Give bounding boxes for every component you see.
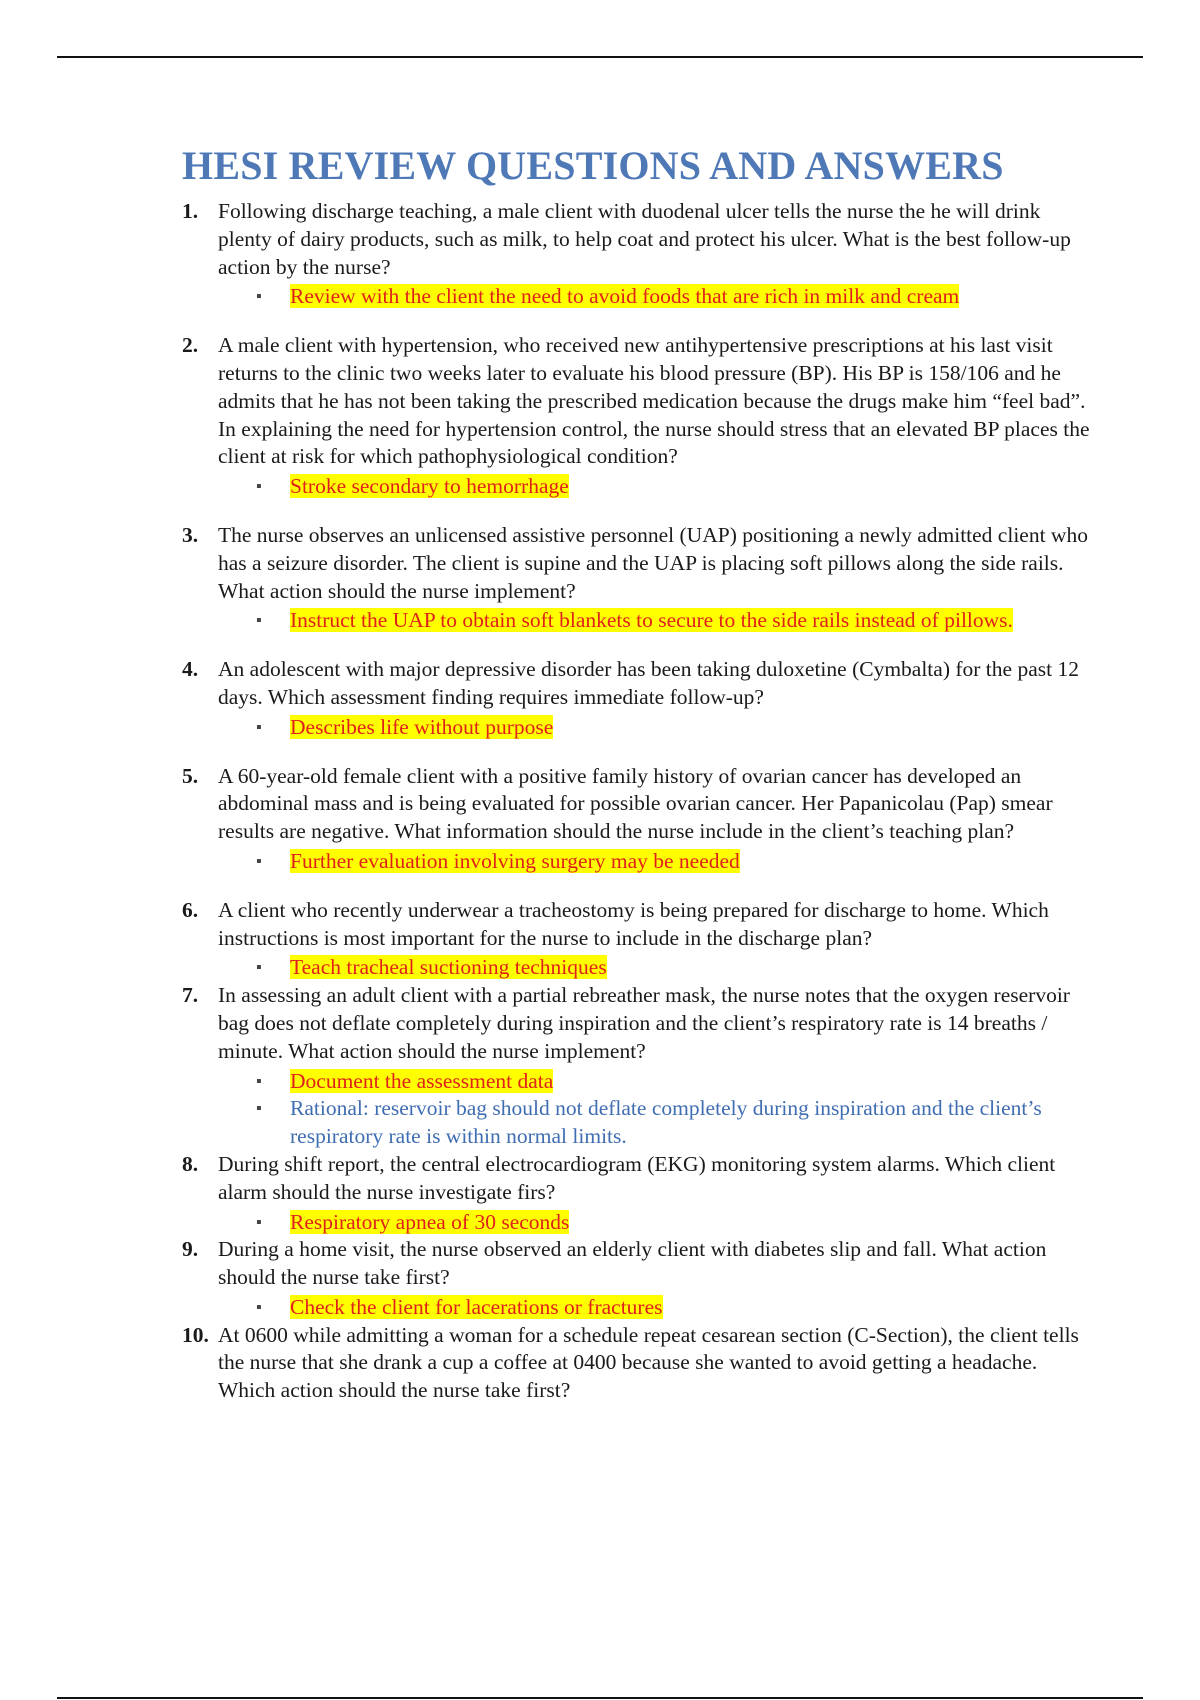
bullet-icon: ▪ — [256, 959, 262, 977]
question-text: Following discharge teaching, a male client with duodenal ulcer tells the nurse the he will drink plenty of dairy products, such as milk, to help coat and protect his ulcer. What is the best follow-up action by the nurse? — [218, 199, 1071, 279]
bullet-icon: ▪ — [256, 478, 262, 496]
answer-text: Instruct the UAP to obtain soft blankets to secure to the side rails instead of pillows. — [290, 608, 1013, 633]
document-title: HESI REVIEW QUESTIONS AND ANSWERS — [182, 143, 1004, 188]
footer-rule — [57, 1697, 1143, 1699]
answer-text: Respiratory apnea of 30 seconds — [290, 1209, 570, 1234]
question-number: 10. — [182, 1322, 209, 1347]
answer-list — [218, 954, 1092, 982]
question-text: The nurse observes an unlicensed assistive personnel (UAP) positioning a newly admitted client who has a seizure disorder. The client is supine and the UAP is placing soft pillows along the side rails. What action should the nurse implement? — [218, 522, 1088, 603]
header-rule — [57, 56, 1143, 58]
answer-item — [218, 1294, 1092, 1322]
question-number: 6. — [182, 897, 199, 922]
question-number: 1. — [182, 199, 199, 223]
answer-list — [218, 848, 1092, 876]
bullet-icon: ▪ — [256, 718, 262, 736]
question-item — [182, 982, 1092, 1151]
question-number: 2. — [182, 333, 199, 358]
question-text: A 60-year-old female client with a positive family history of ovarian cancer has developed an abdominal mass and is being evaluated for possible ovarian cancer. Her Papanicolau (Pap) smear results are negative. What information should the nurse include in the client’s teaching plan? — [218, 763, 1053, 844]
question-item — [182, 198, 1092, 311]
bullet-icon: ▪ — [256, 852, 262, 870]
question-text: During a home visit, the nurse observed an elderly client with diabetes slip and fall. What action should the nurse take first? — [218, 1237, 1047, 1290]
answer-item — [218, 283, 1092, 311]
question-item — [182, 763, 1092, 876]
answer-text: Check the client for lacerations or fractures — [290, 1294, 663, 1319]
answer-list — [218, 714, 1092, 742]
question-text: An adolescent with major depressive disorder has been taking duloxetine (Cymbalta) for the past 12 days. Which assessment finding requires immediate follow-up? — [218, 657, 1079, 709]
question-list — [182, 198, 1092, 1405]
bullet-icon: ▪ — [256, 288, 262, 306]
question-number: 8. — [182, 1151, 199, 1176]
answer-text: Further evaluation involving surgery may be needed — [290, 848, 740, 873]
question-number: 5. — [182, 763, 199, 788]
question-item — [182, 1322, 1092, 1405]
question-item — [182, 332, 1092, 501]
question-number: 9. — [182, 1237, 199, 1262]
question-number: 3. — [182, 522, 199, 547]
question-item — [182, 522, 1092, 635]
question-item — [182, 1151, 1092, 1236]
question-item — [182, 1236, 1092, 1321]
answer-list — [218, 283, 1092, 311]
question-item — [182, 656, 1092, 741]
question-text: In assessing an adult client with a partial rebreather mask, the nurse notes that the oxygen reservoir bag does not deflate completely during inspiration and the client’s respiratory rate is 14 breaths / minute. What action should the nurse implement? — [218, 983, 1070, 1063]
bullet-icon: ▪ — [256, 1072, 262, 1090]
answer-list — [218, 1209, 1092, 1237]
answer-item — [218, 473, 1092, 501]
answer-item — [218, 1209, 1092, 1237]
answer-list — [218, 1068, 1092, 1151]
bullet-icon: ▪ — [256, 1100, 262, 1118]
rationale-text: Rational: reservoir bag should not deflate completely during inspiration and the client’s respiratory rate is within normal limits. — [290, 1096, 1042, 1149]
answer-list — [218, 473, 1092, 501]
question-text: During shift report, the central electrocardiogram (EKG) monitoring system alarms. Which client alarm should the nurse investigate firs? — [218, 1151, 1056, 1204]
bullet-icon: ▪ — [256, 1213, 262, 1231]
answer-text: Review with the client the need to avoid foods that are rich in milk and cream — [290, 284, 960, 309]
answer-item — [218, 714, 1092, 742]
question-text: A client who recently underwear a tracheostomy is being prepared for discharge to home. Which instructions is most important for the nurse to include in the discharge plan? — [218, 897, 1049, 950]
question-item — [182, 897, 1092, 982]
rationale-item — [218, 1095, 1092, 1151]
bullet-icon: ▪ — [256, 1298, 262, 1316]
answer-item — [218, 607, 1092, 635]
answer-list — [218, 1294, 1092, 1322]
answer-item — [218, 954, 1092, 982]
bullet-icon: ▪ — [256, 612, 262, 630]
question-number: 4. — [182, 657, 199, 682]
question-text: A male client with hypertension, who received new antihypertensive prescriptions at his last visit returns to the clinic two weeks later to evaluate his blood pressure (BP). His BP is 158/106 and he admits that he has not been taking the prescribed medication because the drugs make him “feel bad”. In explaining the need for hypertension control, the nurse should stress that an elevated BP places the client at risk for which pathophysiological condition? — [218, 333, 1090, 469]
answer-item — [218, 848, 1092, 876]
answer-text: Describes life without purpose — [290, 714, 554, 739]
answer-list — [218, 607, 1092, 635]
question-text: At 0600 while admitting a woman for a schedule repeat cesarean section (C-Section), the client tells the nurse that she drank a cup a coffee at 0400 because she wanted to avoid getting a headache. Which action should the nurse take first? — [218, 1322, 1079, 1403]
answer-text: Document the assessment data — [290, 1068, 554, 1093]
answer-item — [218, 1068, 1092, 1096]
answer-text: Stroke secondary to hemorrhage — [290, 474, 569, 499]
question-number: 7. — [182, 983, 199, 1008]
answer-text: Teach tracheal suctioning techniques — [290, 955, 607, 980]
